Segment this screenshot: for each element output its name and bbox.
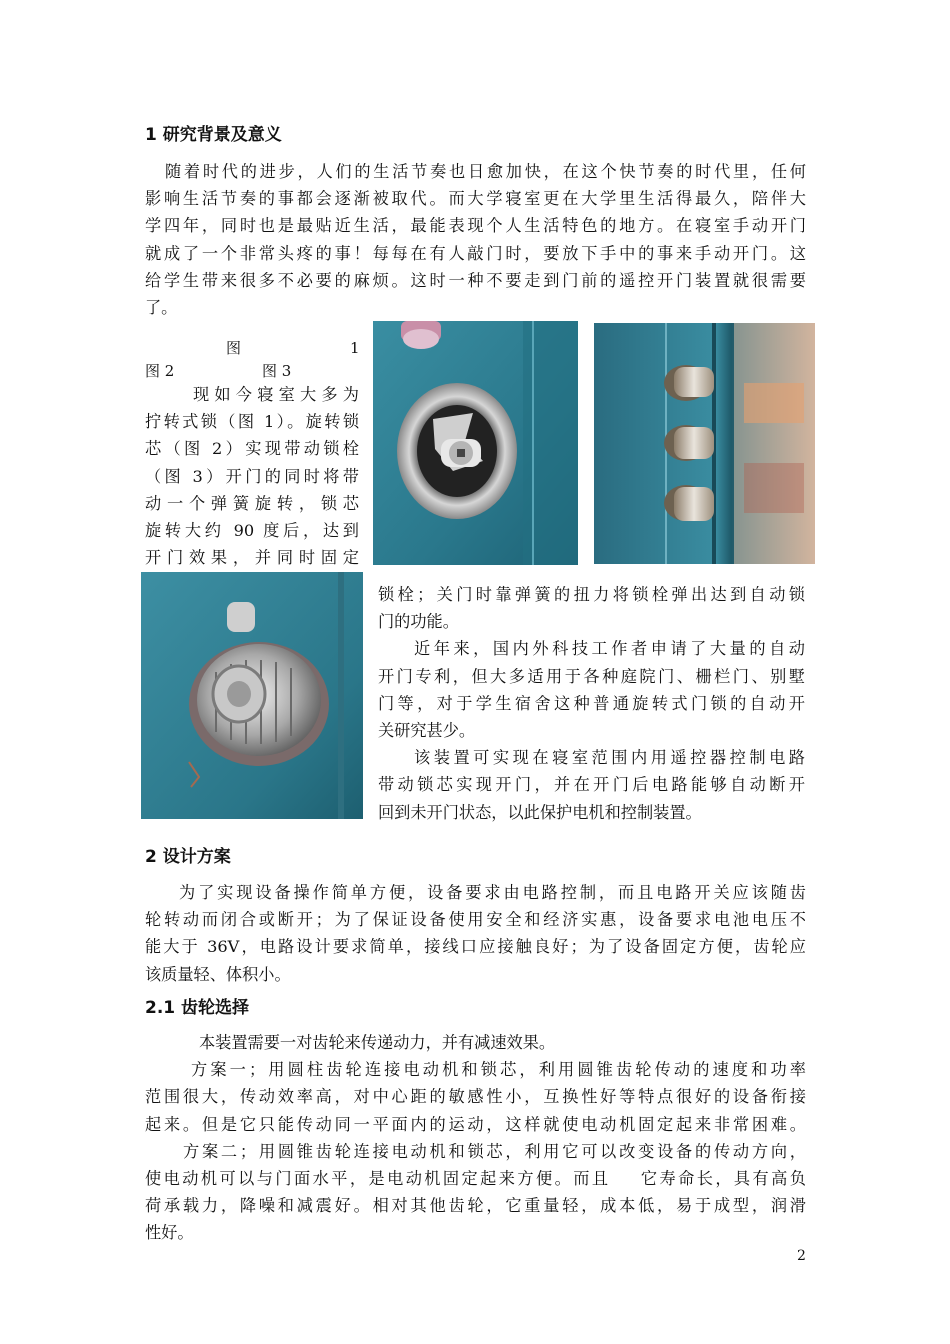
text-line: 了。 xyxy=(145,298,178,318)
section-1-paragraph xyxy=(145,158,806,321)
text-line: 给学生带来很多不必要的麻烦。这时一种不要走到门前的遥控开门装置就很需要 xyxy=(145,270,806,290)
figure-1-label-num: 1 xyxy=(350,339,360,357)
figure-2-label: 图 2 xyxy=(145,362,175,380)
text-line: 旋转大约 90 度后，达到 xyxy=(145,521,359,541)
text-line: 开门专利，但大多适用于各种庭院门、栅栏门、别墅 xyxy=(378,666,805,686)
text-line: 回到未开门状态，以此保护电机和控制装置。 xyxy=(378,802,702,822)
text-line: 开门效果，并同时固定 xyxy=(145,548,359,568)
text-line: 方案二；用圆锥齿轮连接电动机和锁芯，利用它可以改变设备的传动方向， xyxy=(183,1141,806,1161)
text-line: 使电动机可以与门面水平，是电动机固定起来方便。而且 它寿命长，具有高负 xyxy=(145,1169,806,1189)
text-line: 锁栓；关门时靠弹簧的扭力将锁栓弹出达到自动锁 xyxy=(378,585,805,604)
text-line: 范围很大，传动效率高，对中心距的敏感性小，互换性好等特点很好的设备衔接 xyxy=(145,1087,806,1107)
lock-core-photo xyxy=(373,321,578,565)
section-2-1-heading: 2.1 齿轮选择 xyxy=(145,998,250,1018)
side-text-column xyxy=(145,381,359,571)
section-1-heading: 1 研究背景及意义 xyxy=(145,125,282,145)
figure-1-label-char: 图 xyxy=(226,339,242,357)
text-line: 影响生活节奏的事都会逐渐被取代。而大学寝室更在大学里生活得最久，陪伴大 xyxy=(145,189,806,209)
text-line: 拧转式锁（图 1）。旋转锁 xyxy=(145,412,359,432)
continued-text-column xyxy=(378,581,805,826)
text-line: 本装置需要一对齿轮来传递动力，并有减速效果。 xyxy=(199,1033,556,1052)
lock-bolt-photo xyxy=(594,323,815,564)
text-line: 门等，对于学生宿舍这种普通旋转式门锁的自动开 xyxy=(378,693,805,713)
text-line: 为了实现设备操作简单方便，设备要求由电路控制，而且电路开关应该随齿 xyxy=(179,883,806,902)
section-2-1-paragraph xyxy=(145,1029,806,1247)
figure-3-label: 图 3 xyxy=(262,362,292,380)
text-line: 随着时代的进步，人们的生活节奏也日愈加快，在这个快节奏的时代里，任何 xyxy=(165,162,806,181)
text-line: （图 3）开门的同时将带 xyxy=(145,466,359,486)
text-line: 带动锁芯实现开门，并在开门后电路能够自动断开 xyxy=(378,775,805,795)
text-line: 能大于 36V，电路设计要求简单，接线口应接触良好；为了设备固定方便，齿轮应 xyxy=(145,937,806,957)
text-line: 关研究甚少。 xyxy=(378,721,476,741)
section-2-heading: 2 设计方案 xyxy=(145,847,231,867)
page-number: 2 xyxy=(797,1248,806,1264)
text-line: 就成了一个非常头疼的事！每每在有人敲门时，要放下手中的事来手动开门。这 xyxy=(145,243,806,263)
text-line: 门的功能。 xyxy=(378,612,459,632)
text-line: 芯（图 2）实现带动锁栓 xyxy=(145,439,359,459)
section-2-paragraph xyxy=(145,879,806,988)
text-line: 荷承载力，降噪和减震好。相对其他齿轮，它重量轻，成本低，易于成型，润滑 xyxy=(145,1196,806,1216)
text-line: 近年来，国内外科技工作者申请了大量的自动 xyxy=(414,639,805,659)
text-line: 轮转动而闭合或断开；为了保证设备使用安全和经济实惠，设备要求电池电压不 xyxy=(145,910,806,930)
twist-lock-photo xyxy=(141,572,363,819)
text-line: 该质量轻、体积小。 xyxy=(145,964,291,984)
text-line: 该装置可实现在寝室范围内用遥控器控制电路 xyxy=(414,748,805,768)
text-line: 起来。但是它只能传动同一平面内的运动，这样就使电动机固定起来非常困难。 xyxy=(145,1114,806,1134)
text-line: 动一个弹簧旋转，锁芯 xyxy=(145,493,359,513)
text-line: 现如今寝室大多为 xyxy=(193,385,359,404)
text-line: 学四年，同时也是最贴近生活，最能表现个人生活特色的地方。在寝室手动开门 xyxy=(145,216,806,236)
text-line: 性好。 xyxy=(145,1223,194,1243)
text-line: 方案一；用圆柱齿轮连接电动机和锁芯，利用圆锥齿轮传动的速度和功率 xyxy=(191,1060,806,1080)
